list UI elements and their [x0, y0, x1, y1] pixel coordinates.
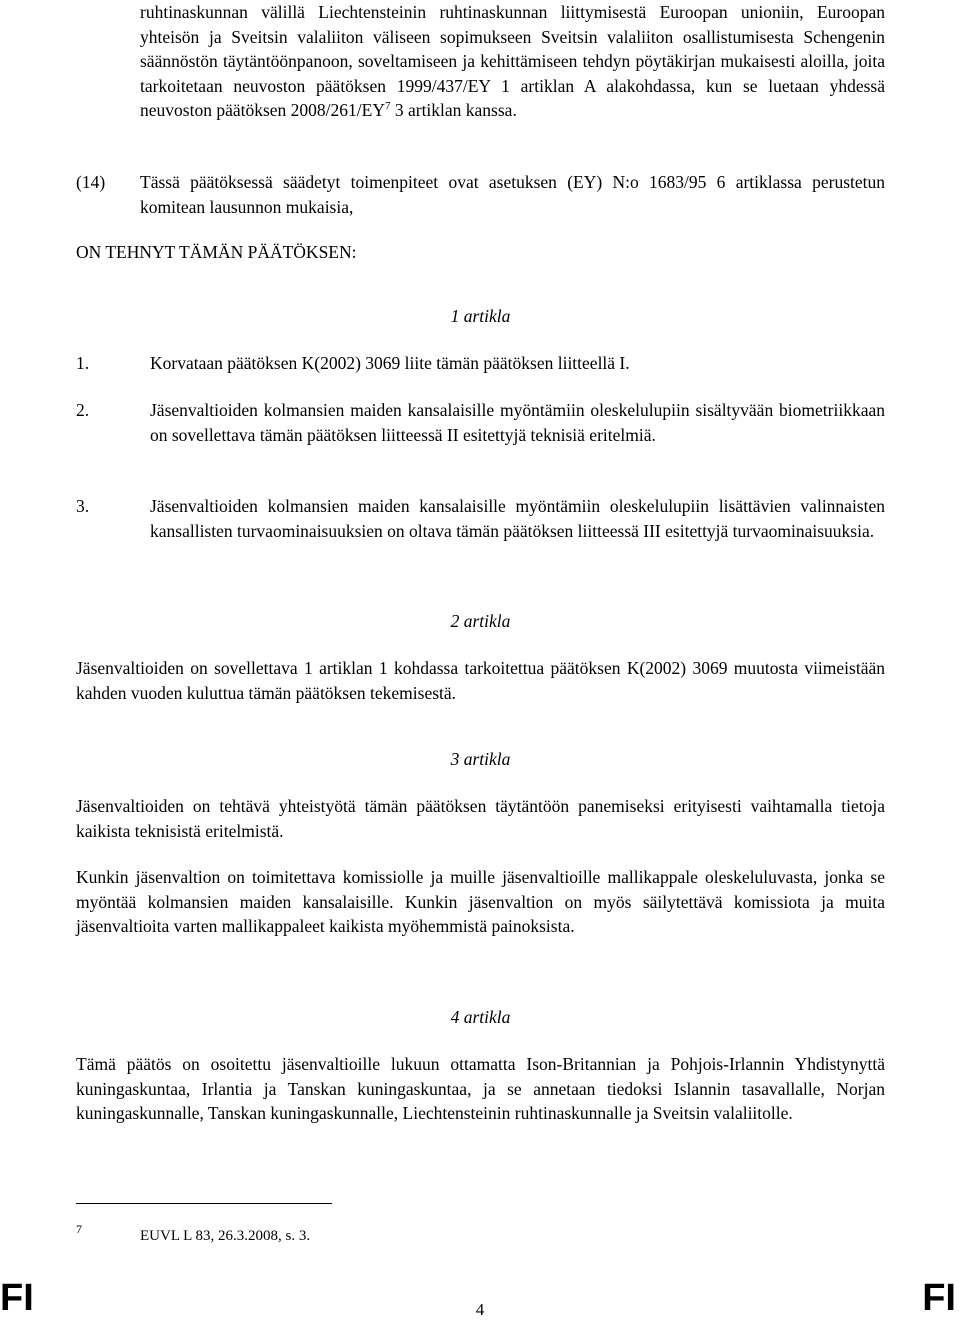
recital-14-text: Tässä päätöksessä säädetyt toimenpiteet ovat asetuksen (EY) N:o 1683/95 6 artiklassa perustetun komitean lausunnon mukaisia, [140, 172, 885, 217]
article-1-item-2-number: 2. [76, 400, 90, 420]
article-3-title: 3 artikla [450, 749, 511, 769]
continued-paragraph-tail: 3 artiklan kanssa. [390, 100, 517, 120]
article-1-item-3-text: Jäsenvaltioiden kolmansien maiden kansalaisille myöntämiin oleskelulupiin lisättävien valinnaisten kansallisten turvaominaisuuksien on oltava tämän päätöksen liitteessä III esitettyjä turvaominaisuuksia. [150, 496, 885, 541]
recital-14-number: (14) [76, 172, 106, 192]
page-number: 4 [475, 1300, 485, 1319]
article-1-item-1-number: 1. [76, 353, 90, 373]
language-code-left: FI [0, 1277, 34, 1319]
footnote-text: EUVL L 83, 26.3.2008, s. 3. [140, 1228, 311, 1244]
article-4-title: 4 artikla [450, 1007, 511, 1027]
article-1-item-3-number: 3. [76, 496, 90, 516]
article-2-title: 2 artikla [450, 611, 511, 631]
article-4-text: Tämä päätös on osoitettu jäsenvaltioille lukuun ottamatta Ison-Britannian ja Pohjois-Irlannin Yhdistynyttä kuningaskuntaa, Irlantia ja Tanskan kuningaskuntaa, ja se annetaan tiedoksi Islannin tasavallalle, Norjan kuningaskunnalle, Tanskan kuningaskunnalle, Liechtensteinin ruhtinaskunnalle ja Sveitsin valaliitolle. [76, 1054, 885, 1123]
article-1-item-2-text: Jäsenvaltioiden kolmansien maiden kansalaisille myöntämiin oleskelulupiin sisältyvään biometriikkaan on sovellettava tämän päätöksen liitteessä II esitettyjä teknisiä eritelmiä. [150, 400, 885, 445]
language-code-right: FI [922, 1277, 956, 1319]
footnote-number: 7 [76, 1222, 82, 1236]
continued-paragraph [140, 0, 885, 123]
article-1-item-1-text: Korvataan päätöksen K(2002) 3069 liite tämän päätöksen liitteellä I. [150, 353, 630, 373]
enacting-formula: ON TEHNYT TÄMÄN PÄÄTÖKSEN: [76, 242, 357, 262]
article-2-text: Jäsenvaltioiden on sovellettava 1 artiklan 1 kohdassa tarkoitettua päätöksen K(2002) 3069 muutosta viimeistään kahden vuoden kuluttua tämän päätöksen tekemisestä. [76, 658, 885, 703]
footnote-separator [76, 1203, 332, 1204]
article-1-title: 1 artikla [450, 306, 511, 326]
footnote-reference[interactable]: 7 [384, 100, 391, 113]
article-3-paragraph-2: Kunkin jäsenvaltion on toimitettava komissiolle ja muille jäsenvaltioille mallikappale oleskeluluvasta, jonka se myöntää kolmansien maiden kansalaisille. Kunkin jäsenvaltion on myös säilytettävä komissiota ja muita jäsenvaltioita varten mallikappaleet kaikista myöhemmistä painoksista. [76, 867, 885, 936]
continued-paragraph-text: ruhtinaskunnan välillä Liechtensteinin ruhtinaskunnan liittymisestä Euroopan unioniin, Euroopan yhteisön ja Sveitsin valaliiton väliseen sopimukseen Sveitsin valaliiton osallistumisesta Schengenin säännöstön täytäntöönpanoon, soveltamiseen ja kehittämiseen tehdyn pöytäkirjan mukaisesti aloilla, joita tarkoitetaan neuvoston päätöksen 1999/437/EY 1 artiklan A alakohdassa, kun se luetaan yhdessä neuvoston päätöksen 2008/261/EY [140, 2, 885, 120]
article-3-paragraph-1: Jäsenvaltioiden on tehtävä yhteistyötä tämän päätöksen täytäntöön panemiseksi erityisesti vaihtamalla tietoja kaikista teknisistä eritelmistä. [76, 796, 885, 841]
